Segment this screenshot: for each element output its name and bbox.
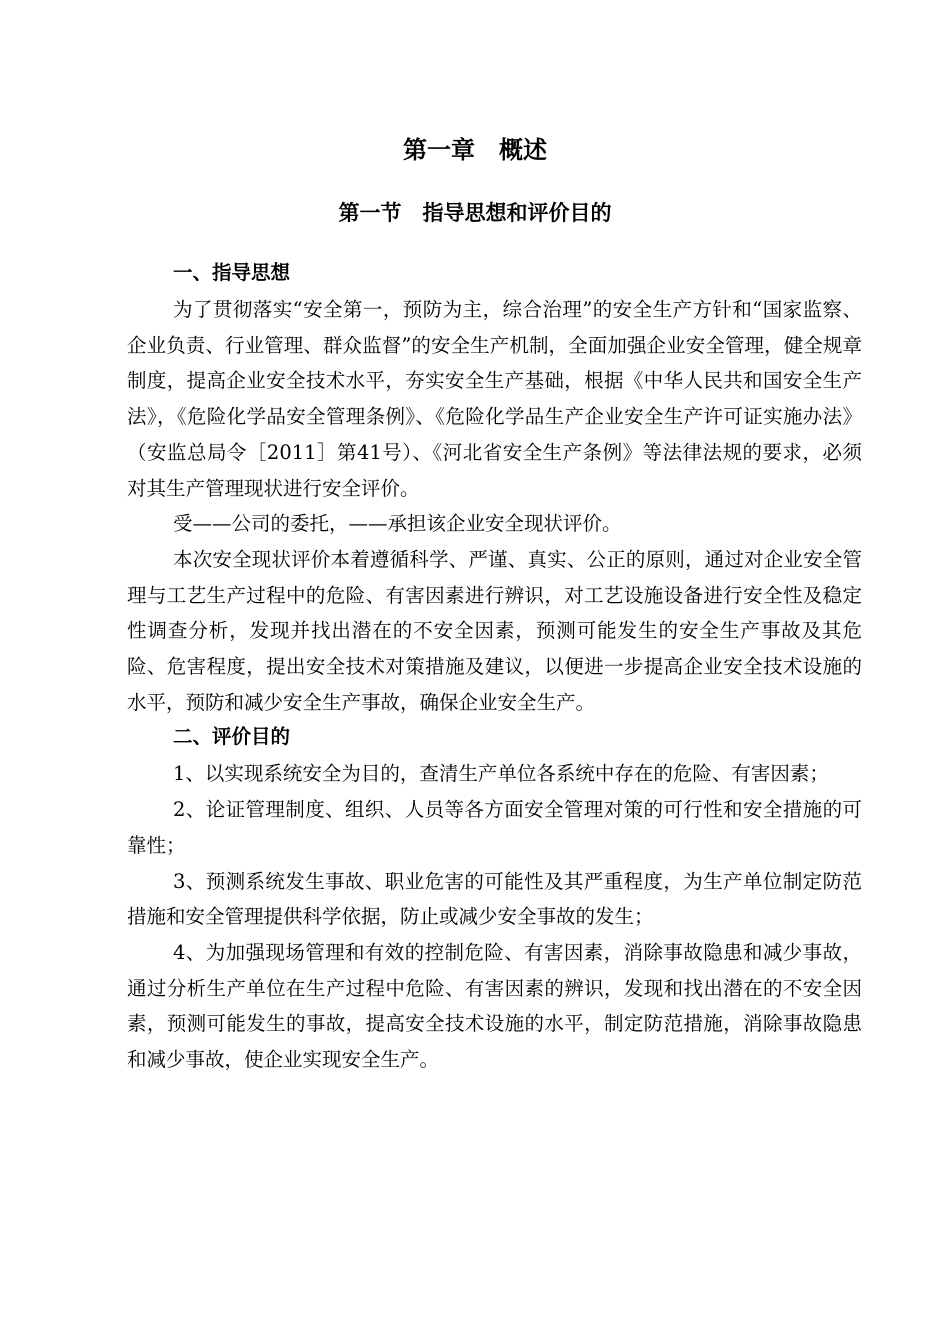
- paragraph: 3、预测系统发生事故、职业危害的可能性及其严重程度，为生产单位制定防范措施和安全管理提供科学依据，防止或减少安全事故的发生；: [127, 869, 862, 929]
- paragraph: 受——公司的委托，——承担该企业安全现状评价。: [173, 512, 622, 536]
- heading-evaluation-purpose: 二、评价目的: [173, 725, 291, 749]
- paragraph: 本次安全现状评价本着遵循科学、严谨、真实、公正的原则，通过对企业安全管理与工艺生产过程中的危险、有害因素进行辨识，对工艺设施设备进行安全性及稳定性调查分析，发现并找出潜在的不安全因素，预测可能发生的安全生产事故及其危险、危害程度，提出安全技术对策措施及建议，以便进一步提高企业安全技术设施的水平，预防和减少安全生产事故，确保企业安全生产。: [127, 547, 862, 714]
- chapter-title: 第一章 概述: [403, 136, 547, 164]
- paragraph: 4、为加强现场管理和有效的控制危险、有害因素，消除事故隐患和减少事故，通过分析生产单位在生产过程中危险、有害因素的辨识，发现和找出潜在的不安全因素，预测可能发生的事故，提高安全技术设施的水平，制定防范措施，消除事故隐患和减少事故，使企业实现安全生产。: [127, 940, 862, 1072]
- paragraph: 为了贯彻落实“安全第一，预防为主，综合治理”的安全生产方针和“国家监察、企业负责、行业管理、群众监督”的安全生产机制，全面加强企业安全管理，健全规章制度，提高企业安全技术水平，夯实安全生产基础，根据《中华人民共和国安全生产法》，《危险化学品安全管理条例》、《危险化学品生产企业安全生产许可证实施办法》（安监总局令［2011］第41号）、《河北省安全生产条例》等法律法规的要求，必须对其生产管理现状进行安全评价。: [127, 298, 862, 500]
- heading-guiding-ideology: 一、指导思想: [173, 261, 291, 284]
- document-body: [127, 256, 862, 1078]
- paragraph: 2、论证管理制度、组织、人员等各方面安全管理对策的可行性和安全措施的可靠性；: [127, 798, 862, 857]
- paragraph: 1、以实现系统安全为目的，查清生产单位各系统中存在的危险、有害因素；: [173, 762, 829, 786]
- section-title: 第一节 指导思想和评价目的: [338, 201, 612, 225]
